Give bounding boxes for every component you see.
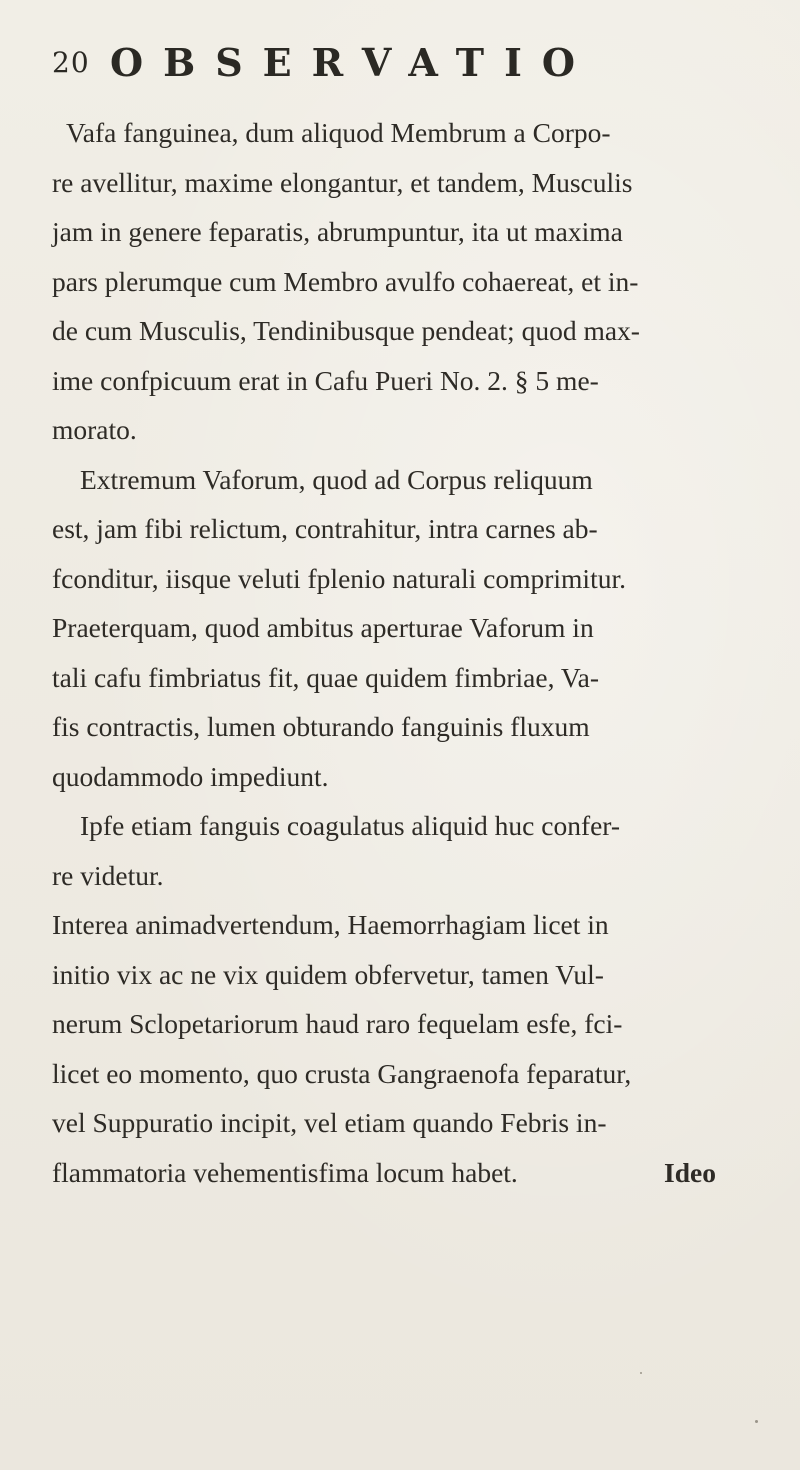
- page-number: 20: [52, 46, 90, 79]
- text-line: initio vix ac ne vix quidem obfervetur, tamen Vul-: [52, 958, 604, 990]
- text-line: Praeterquam, quod ambitus aperturae Vaforum in: [52, 612, 594, 643]
- text-line: licet eo momento, quo crusta Gangraenofa feparatur,: [52, 1057, 632, 1089]
- text-line: Ipfe etiam fanguis coagulatus aliquid huc confer-: [80, 810, 621, 841]
- text-line: pars plerumque cum Membro avulfo cohaereat, et in-: [52, 265, 639, 297]
- text-line: ime confpicuum erat in Cafu Pueri No. 2. § 5 me-: [52, 364, 599, 396]
- text-line: jam in genere feparatis, abrumpuntur, ita ut maxima: [52, 216, 623, 247]
- text-line: re avellitur, maxime elongantur, et tandem, Musculis: [52, 166, 633, 198]
- page-header: [52, 40, 732, 90]
- paper-speck: [755, 1420, 758, 1423]
- text-line: de cum Musculis, Tendinibusque pendeat; quod max-: [52, 315, 640, 346]
- text-line: tali cafu fimbriatus fit, quae quidem fimbriae, Va-: [52, 661, 600, 693]
- body-text: [52, 108, 758, 1197]
- text-line: nerum Sclopetariorum haud raro fequelam esfe, fci-: [52, 1008, 623, 1039]
- text-line: re videtur.: [52, 859, 164, 891]
- last-line-text: flammatoria vehementisfima locum habet.: [52, 1156, 518, 1188]
- text-line: fis contractis, lumen obturando fanguinis fluxum: [52, 711, 590, 742]
- last-text-line: [52, 1148, 758, 1198]
- text-line: quodammodo impediunt.: [52, 760, 329, 792]
- text-line: Vafa fanguinea, dum aliquod Membrum a Corpo-: [66, 117, 611, 148]
- paper-speck: [640, 1372, 642, 1374]
- text-line: Interea animadvertendum, Haemorrhagiam licet in: [52, 909, 609, 940]
- running-title: OBSERVATIO: [110, 40, 595, 85]
- text-line: est, jam fibi relictum, contrahitur, intra carnes ab-: [52, 513, 598, 544]
- catchword: Ideo: [664, 1156, 716, 1188]
- text-line: morato.: [52, 414, 137, 445]
- text-line: Extremum Vaforum, quod ad Corpus reliquum: [80, 463, 593, 495]
- text-line: vel Suppuratio incipit, vel etiam quando Febris in-: [52, 1107, 607, 1138]
- text-line: fconditur, iisque veluti fplenio naturali comprimitur.: [52, 562, 626, 594]
